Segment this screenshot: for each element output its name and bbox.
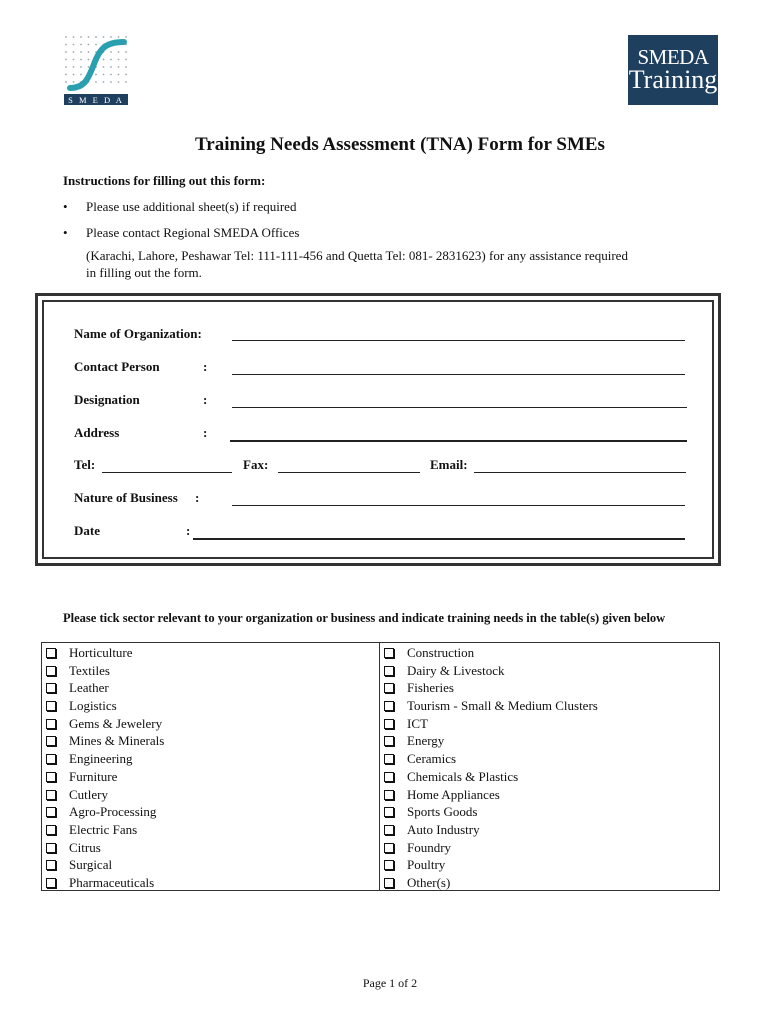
sector-column-left — [46, 644, 164, 892]
logo-dot — [125, 59, 127, 61]
sector-option[interactable] — [46, 662, 164, 680]
checkbox-icon[interactable] — [46, 843, 56, 853]
organization-details-box — [35, 293, 721, 566]
logo-dot — [118, 81, 120, 83]
sector-option[interactable] — [46, 839, 164, 857]
instruction-text: Please contact Regional SMEDA Offices — [86, 225, 300, 240]
sector-option[interactable] — [384, 821, 598, 839]
logo-dot — [110, 59, 112, 61]
logo-dot — [80, 74, 82, 76]
checkbox-icon[interactable] — [384, 860, 394, 870]
sector-label: Horticulture — [69, 645, 133, 660]
logo-dot — [118, 59, 120, 61]
checkbox-icon[interactable] — [46, 790, 56, 800]
checkbox-icon[interactable] — [46, 648, 56, 658]
colon: : — [186, 523, 191, 538]
sector-option[interactable] — [384, 715, 598, 733]
sector-label: Foundry — [407, 839, 452, 855]
logo-dot — [125, 74, 127, 76]
date-field[interactable] — [193, 538, 685, 540]
smeda-training-logo-line1: SMEDA — [637, 45, 709, 69]
date-label: Date — [74, 523, 100, 538]
logo-dot — [65, 74, 67, 76]
sector-label: Cutlery — [69, 786, 108, 802]
table-divider — [379, 643, 380, 890]
checkbox-icon[interactable] — [384, 843, 394, 853]
colon: : — [203, 425, 208, 440]
sector-label: Textiles — [69, 662, 110, 678]
nature-of-business-label: Nature of Business — [74, 490, 178, 505]
logo-dot — [80, 59, 82, 61]
logo-dot — [103, 74, 105, 76]
logo-dot — [103, 81, 105, 83]
checkbox-icon[interactable] — [384, 878, 394, 888]
smeda-logo-graphic — [62, 34, 130, 106]
checkbox-icon[interactable] — [46, 807, 56, 817]
logo-dot — [73, 44, 75, 46]
sector-column-right — [384, 644, 598, 892]
sector-label: Electric Fans — [69, 821, 138, 837]
sector-option[interactable] — [384, 874, 598, 892]
logo-dot — [103, 36, 105, 38]
logo-dot — [65, 59, 67, 61]
checkbox-icon[interactable] — [46, 701, 56, 711]
sector-option[interactable] — [384, 679, 598, 697]
sector-label: Logistics — [69, 698, 117, 714]
smeda-training-logo-line2: Training — [628, 65, 718, 94]
sector-label: Poultry — [407, 857, 446, 873]
logo-dot — [110, 81, 112, 83]
colon: : — [203, 392, 208, 407]
sector-option[interactable] — [384, 839, 598, 857]
checkbox-icon[interactable] — [46, 754, 56, 764]
sector-instructions: Please tick sector relevant to your organization or business and indicate training needs in the table(s) given below — [63, 611, 666, 625]
sector-label: Energy — [407, 733, 445, 749]
sector-option[interactable] — [46, 732, 164, 750]
sector-option[interactable] — [46, 715, 164, 733]
bullet-icon: • — [63, 199, 68, 214]
page-title: Training Needs Assessment (TNA) Form for SMEs — [195, 134, 605, 155]
sector-label: Tourism - Small & Medium Clusters — [407, 698, 598, 714]
checkbox-icon[interactable] — [46, 683, 56, 693]
checkbox-icon[interactable] — [384, 648, 394, 658]
smeda-logo-text: S M E D A — [68, 95, 124, 105]
checkbox-icon[interactable] — [46, 719, 56, 729]
fax-label: Fax: — [243, 457, 269, 472]
organization-details-inner-border — [42, 300, 714, 559]
logo-dot — [88, 36, 90, 38]
sector-label: Auto Industry — [407, 821, 480, 837]
bullet-icon: • — [63, 225, 68, 240]
checkbox-icon[interactable] — [46, 736, 56, 746]
sector-label: Fisheries — [407, 680, 454, 696]
logo-dot — [125, 81, 127, 83]
sector-option[interactable] — [46, 679, 164, 697]
address-label: Address — [74, 425, 120, 440]
logo-dot — [80, 36, 82, 38]
sector-label: Leather — [69, 680, 109, 696]
logo-dot — [80, 44, 82, 46]
checkbox-icon[interactable] — [384, 807, 394, 817]
sector-label: Agro-Processing — [69, 804, 157, 820]
sector-label: ICT — [407, 715, 428, 731]
logo-dot — [125, 66, 127, 68]
logo-dot — [73, 81, 75, 83]
sector-label: Mines & Minerals — [69, 733, 165, 749]
email-field[interactable] — [474, 472, 686, 473]
sector-label: Gems & Jewelery — [69, 715, 163, 731]
sector-option[interactable] — [46, 644, 164, 662]
checkbox-icon[interactable] — [384, 790, 394, 800]
checkbox-icon[interactable] — [46, 666, 56, 676]
checkbox-icon[interactable] — [384, 736, 394, 746]
sector-option[interactable] — [384, 768, 598, 786]
checkbox-icon[interactable] — [384, 772, 394, 782]
organization-field[interactable] — [232, 340, 685, 341]
tel-label: Tel: — [74, 457, 96, 472]
logo-dot — [110, 74, 112, 76]
sector-label: Dairy & Livestock — [407, 662, 505, 678]
sector-label: Other(s) — [407, 874, 451, 890]
logo-dot — [95, 74, 97, 76]
logo-dot — [118, 66, 120, 68]
sector-option[interactable] — [46, 821, 164, 839]
logo-dot — [88, 51, 90, 53]
logo-dot — [65, 51, 67, 53]
sector-option[interactable] — [46, 856, 164, 874]
sector-option[interactable] — [46, 697, 164, 715]
sector-table — [41, 642, 720, 891]
checkbox-icon[interactable] — [384, 754, 394, 764]
sector-option[interactable] — [384, 644, 598, 662]
logo-dot — [73, 36, 75, 38]
logo-dot — [118, 51, 120, 53]
sector-option[interactable] — [384, 697, 598, 715]
logo-dot — [103, 59, 105, 61]
logo-dot — [110, 36, 112, 38]
sector-option[interactable] — [384, 803, 598, 821]
logo-dot — [110, 51, 112, 53]
sector-label: Sports Goods — [407, 804, 478, 820]
contact-details: (Karachi, Lahore, Peshawar Tel: 111-111-456 and Quetta Tel: 081- 2831623) for any assistance required — [86, 248, 628, 263]
instructions-heading: Instructions for filling out this form: — [63, 173, 266, 188]
nature-of-business-field[interactable] — [232, 505, 685, 506]
logo-dot — [125, 51, 127, 53]
checkbox-icon[interactable] — [46, 878, 56, 888]
logo-dot — [88, 59, 90, 61]
sector-option[interactable] — [46, 768, 164, 786]
contact-person-field[interactable] — [232, 374, 685, 375]
logo-dot — [95, 36, 97, 38]
logo-dot — [103, 66, 105, 68]
logo-dot — [73, 59, 75, 61]
sector-option[interactable] — [384, 662, 598, 680]
address-field[interactable] — [230, 440, 687, 442]
organization-label: Name of Organization: — [74, 326, 202, 341]
checkbox-icon[interactable] — [384, 683, 394, 693]
logo-dot — [95, 44, 97, 46]
sector-label: Pharmaceuticals — [69, 874, 155, 890]
instruction-text: Please use additional sheet(s) if required — [86, 199, 297, 214]
sector-option[interactable] — [384, 786, 598, 804]
checkbox-icon[interactable] — [384, 701, 394, 711]
logo-dot — [88, 66, 90, 68]
page-number: Page 1 of 2 — [362, 976, 418, 990]
checkbox-icon[interactable] — [384, 825, 394, 835]
checkbox-icon[interactable] — [384, 666, 394, 676]
designation-field[interactable] — [232, 407, 687, 408]
tel-field[interactable] — [102, 472, 232, 473]
sector-label: Citrus — [69, 839, 101, 855]
sector-label: Chemicals & Plastics — [407, 768, 519, 784]
sector-label: Construction — [407, 645, 475, 660]
sector-option[interactable] — [384, 732, 598, 750]
checkbox-icon[interactable] — [46, 860, 56, 870]
logo-dot — [125, 36, 127, 38]
logo-dot — [118, 74, 120, 76]
sector-option[interactable] — [384, 856, 598, 874]
checkbox-icon[interactable] — [384, 719, 394, 729]
checkbox-icon[interactable] — [46, 825, 56, 835]
designation-label: Designation — [74, 392, 140, 407]
logo-dot — [65, 66, 67, 68]
logo-dot — [80, 51, 82, 53]
logo-dot — [73, 66, 75, 68]
logo-dot — [110, 66, 112, 68]
colon: : — [203, 359, 208, 374]
logo-dot — [73, 51, 75, 53]
sector-option[interactable] — [46, 803, 164, 821]
sector-option[interactable] — [46, 750, 164, 768]
contact-person-label: Contact Person — [74, 359, 160, 374]
contact-details-continued: in filling out the form. — [86, 265, 202, 280]
logo-dot — [88, 44, 90, 46]
sector-label: Furniture — [69, 768, 118, 784]
smeda-training-logo — [628, 35, 718, 105]
sector-option[interactable] — [384, 750, 598, 768]
logo-dot — [95, 81, 97, 83]
logo-dot — [118, 36, 120, 38]
colon: : — [195, 490, 200, 505]
fax-field[interactable] — [278, 472, 420, 473]
checkbox-icon[interactable] — [46, 772, 56, 782]
logo-dot — [65, 44, 67, 46]
sector-option[interactable] — [46, 786, 164, 804]
logo-dot — [65, 81, 67, 83]
sector-label: Engineering — [69, 751, 133, 767]
sector-label: Surgical — [69, 857, 113, 873]
email-label: Email: — [430, 457, 468, 472]
sector-option[interactable] — [46, 874, 164, 892]
sector-label: Ceramics — [407, 751, 457, 767]
sector-label: Home Appliances — [407, 786, 500, 802]
logo-dot — [80, 66, 82, 68]
logo-dot — [65, 36, 67, 38]
logo-dot — [73, 74, 75, 76]
smeda-logo — [62, 34, 130, 106]
